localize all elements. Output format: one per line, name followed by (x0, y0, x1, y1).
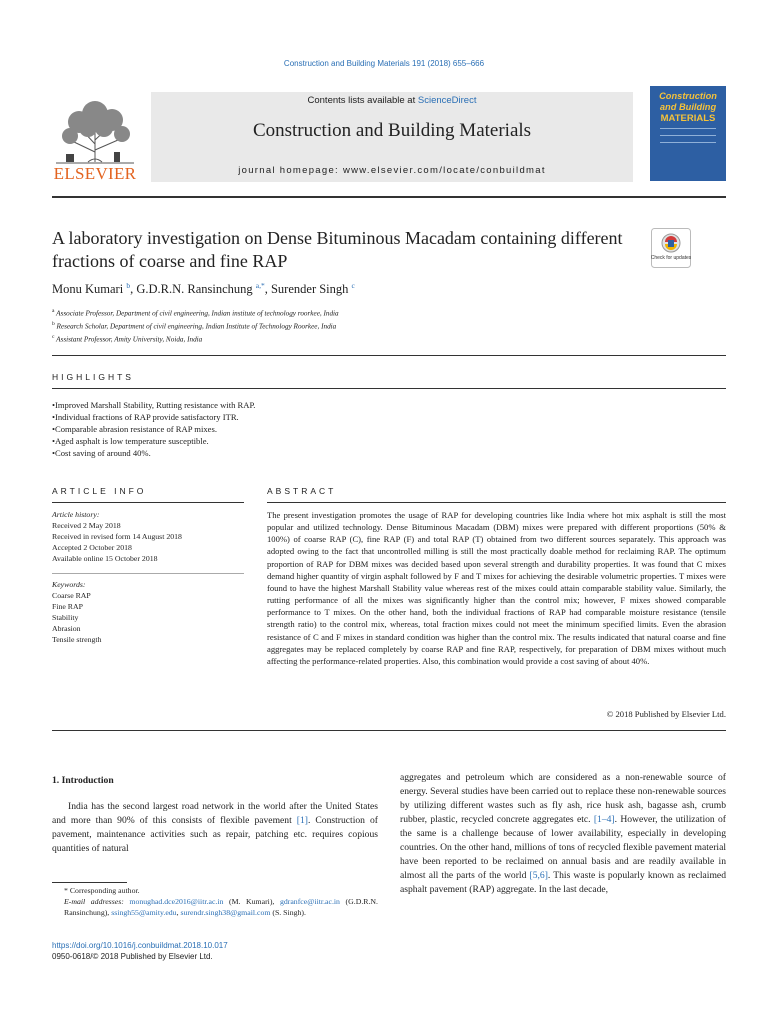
affiliation-marker: c (52, 333, 55, 340)
citation-link[interactable]: [1] (296, 815, 308, 827)
affiliation-line (52, 306, 339, 319)
cover-title-line-2: and Building (659, 102, 717, 112)
intro-text: aggregates and petroleum which are considered as a non-renewable source of energy. Several studies have been carried out to replace these non-renewable sources by utilizing different wastes such as fly ash, rice husk ash, bagasse ash, crumb rubber, plastic, recycled concrete aggregates etc. (400, 772, 726, 826)
affiliations (52, 306, 339, 345)
affiliation-line (52, 319, 339, 332)
affiliation-marker: a (52, 308, 55, 314)
author-name: Surender Singh (270, 282, 349, 297)
intro-text: India has the second largest road network in the world after the United States and more than 90% of this consists of flexible pavement (52, 801, 378, 827)
footnote (52, 885, 378, 919)
header-divider (52, 196, 726, 198)
email-separator: , (176, 908, 181, 918)
journal-reference[interactable] (0, 59, 768, 68)
author-affiliation-marker[interactable]: a,* (255, 281, 265, 290)
journal-name: Construction and Building Materials (252, 120, 532, 141)
article-info-rule (52, 502, 244, 503)
highlight-item: • Individual fractions of RAP provide satisfactory ITR. (52, 411, 255, 423)
homepage-url[interactable]: www.elsevier.com/locate/conbuildmat (342, 165, 546, 176)
article-history (52, 509, 244, 564)
introduction-left-column (52, 800, 378, 856)
keyword: Stability (52, 613, 79, 622)
affiliation-marker: b (52, 320, 55, 327)
history-entry: Accepted 2 October 2018 (52, 543, 132, 552)
journal-reference-link[interactable]: Construction and Building Materials 191 (2018) 655–666 (283, 59, 485, 68)
cover-divider (660, 135, 716, 136)
intro-text: . This waste is popularly known as reclaimed asphalt pavement (RAP) aggregate. In the last decade, (400, 870, 726, 896)
article-title: A laboratory investigation on Dense Bituminous Macadam containing different fractions of coarse and fine RAP (52, 228, 623, 271)
author-name: Monu Kumari (52, 282, 124, 297)
journal-cover-thumbnail[interactable] (650, 86, 726, 181)
author-affiliation-marker[interactable]: c (351, 281, 355, 290)
cover-divider (660, 142, 716, 143)
cover-title-line-1: Construction (659, 91, 717, 101)
abstract-text: The present investigation promotes the usage of RAP for developing countries like India where hot mix asphalt is still the most popular and utilized technology. Dense Bituminous Macadam (DBM) mixes were prepared with different proportions (50% & 100%) of coarse RAP (C), fine RAP (F) and total RAP (T) obtained from two different sources separately. This approach was adopted owing to the fact that uncontrolled milling is still the most practically doable method for reclaiming RAP. The optimum proportion of RAP for DBM mixes was decided based upon several strength and durability properties. It was found that C mixes demand higher quantity of virgin asphalt followed by F and T mixes for achieving the desirable volumetric properties. T mixes were found to have the highest Marshall Stability value whereas rest of the mixes could attain comparable stability value. Similarly, the rutting performance of all the mixes was significantly higher than the control mix; however, F mixes showed comparable performance to T mixes. On the other hand, both the individual fractions of RAP had comparable moisture resistance (tensile strength ratio) to the control mix, whereas, total fraction mixes could not meet the minimum specified limits. Even the abrasion resistance of C and F mixes in standard condition was higher than the control mix. The results indicated that natural coarse and fine aggregates may be replaced completely by coarse RAP and fine RAP, respectively, for preparation of DBM mixes without much affecting the performance-related properties. Also, this combination would provide a cost saving of about 40%. (267, 510, 726, 666)
corresponding-author-note: * Corresponding author. (64, 886, 140, 895)
journal-homepage (151, 165, 633, 176)
highlight-item: • Improved Marshall Stability, Rutting resistance with RAP. (52, 399, 255, 411)
affiliation-text: Associate Professor, Department of civil engineering, Indian institute of technology roorkee, India (56, 309, 339, 318)
article-history-label: Article history: (52, 510, 100, 519)
abstract-rule (267, 502, 726, 503)
affiliation-text: Research Scholar, Department of civil engineering, Indian Institute of Technology Roorkee, India (56, 322, 337, 331)
keyword: Abrasion (52, 624, 81, 633)
abstract-copyright: © 2018 Published by Elsevier Ltd. (606, 709, 726, 719)
citation-link[interactable]: [1–4] (593, 814, 615, 826)
introduction-right-column (400, 771, 726, 897)
history-entry: Received 2 May 2018 (52, 521, 121, 530)
email-link[interactable]: surendr.singh38@gmail.com (180, 908, 271, 918)
email-link[interactable]: gdranfce@iitr.ac.in (279, 897, 340, 907)
intro-text: . Construction of pavement, maintenance activities such as repair, patching etc. requires copious quantities of natural (52, 815, 378, 855)
highlights-list (52, 399, 255, 459)
author-list: Monu Kumari $^b$, G.D.R.N. Ransinchung $^{a,*}$, Surender Singh $^c$ (52, 281, 355, 297)
email-addresses (52, 896, 378, 918)
keyword: Coarse RAP (52, 591, 91, 600)
author-affiliation-marker[interactable]: b (126, 281, 131, 290)
contents-availability (151, 95, 633, 106)
homepage-prefix: journal homepage: (238, 165, 343, 176)
keyword: Tensile strength (52, 635, 102, 644)
keywords (52, 579, 244, 645)
footnote-rule (52, 882, 127, 883)
highlights-heading: HIGHLIGHTS (52, 372, 134, 382)
email-owner: (G.D.R.N. Ransinchung), (64, 897, 378, 918)
cover-title-line-3: MATERIALS (660, 113, 716, 124)
doi-block (52, 940, 228, 962)
affiliation-text: Assistant Professor, Amity University, Noida, India (56, 335, 203, 344)
email-link[interactable]: ssingh55@amity.edu (111, 908, 177, 918)
cover-divider (660, 128, 716, 129)
highlights-rule (52, 388, 726, 389)
history-entry: Available online 15 October 2018 (52, 554, 158, 563)
affiliation-line (52, 332, 339, 345)
elsevier-wordmark: ELSEVIER (53, 164, 137, 183)
history-entry: Received in revised form 14 August 2018 (52, 532, 182, 541)
email-link[interactable]: monughad.dce2016@iitr.ac.in (129, 897, 224, 907)
doi-link[interactable]: https://doi.org/10.1016/j.conbuildmat.2018.10.017 (52, 941, 228, 950)
introduction-heading: 1. Introduction (52, 775, 114, 786)
highlight-item: • Comparable abrasion resistance of RAP mixes. (52, 423, 255, 435)
author-name: G.D.R.N. Ransinchung (136, 282, 253, 297)
highlight-item: • Cost saving of around 40%. (52, 447, 255, 459)
email-owner: (S. Singh). (270, 908, 306, 918)
check-for-updates-label: Check for updates (651, 255, 691, 261)
abstract-end-divider (52, 730, 726, 731)
citation-link[interactable]: [5,6] (529, 870, 548, 882)
abstract-heading: ABSTRACT (267, 486, 337, 496)
email-owner: (M. Kumari), (223, 897, 280, 907)
intro-text: . However, the utilization of the same is a challenge because of lower availability, especially in developing countries. On the other hand, millions of tons of recycled flexible pavement material have been reported to be reclaimed on annual basis and are readily available in almost all the parts of the world (400, 814, 726, 882)
sciencedirect-link[interactable]: ScienceDirect (417, 95, 477, 106)
keywords-divider (52, 573, 244, 574)
keywords-label: Keywords: (52, 580, 86, 589)
highlight-item: • Aged asphalt is low temperature susceptible. (52, 435, 255, 447)
email-label: E-mail addresses: (64, 897, 130, 907)
issn-line: 0950-0618/© 2018 Published by Elsevier Ltd. (52, 952, 213, 961)
check-for-updates-icon[interactable] (651, 228, 691, 268)
title-divider (52, 355, 726, 356)
contents-prefix: Contents lists available at (307, 95, 418, 106)
keyword: Fine RAP (52, 602, 83, 611)
article-info-heading: ARTICLE INFO (52, 486, 147, 496)
